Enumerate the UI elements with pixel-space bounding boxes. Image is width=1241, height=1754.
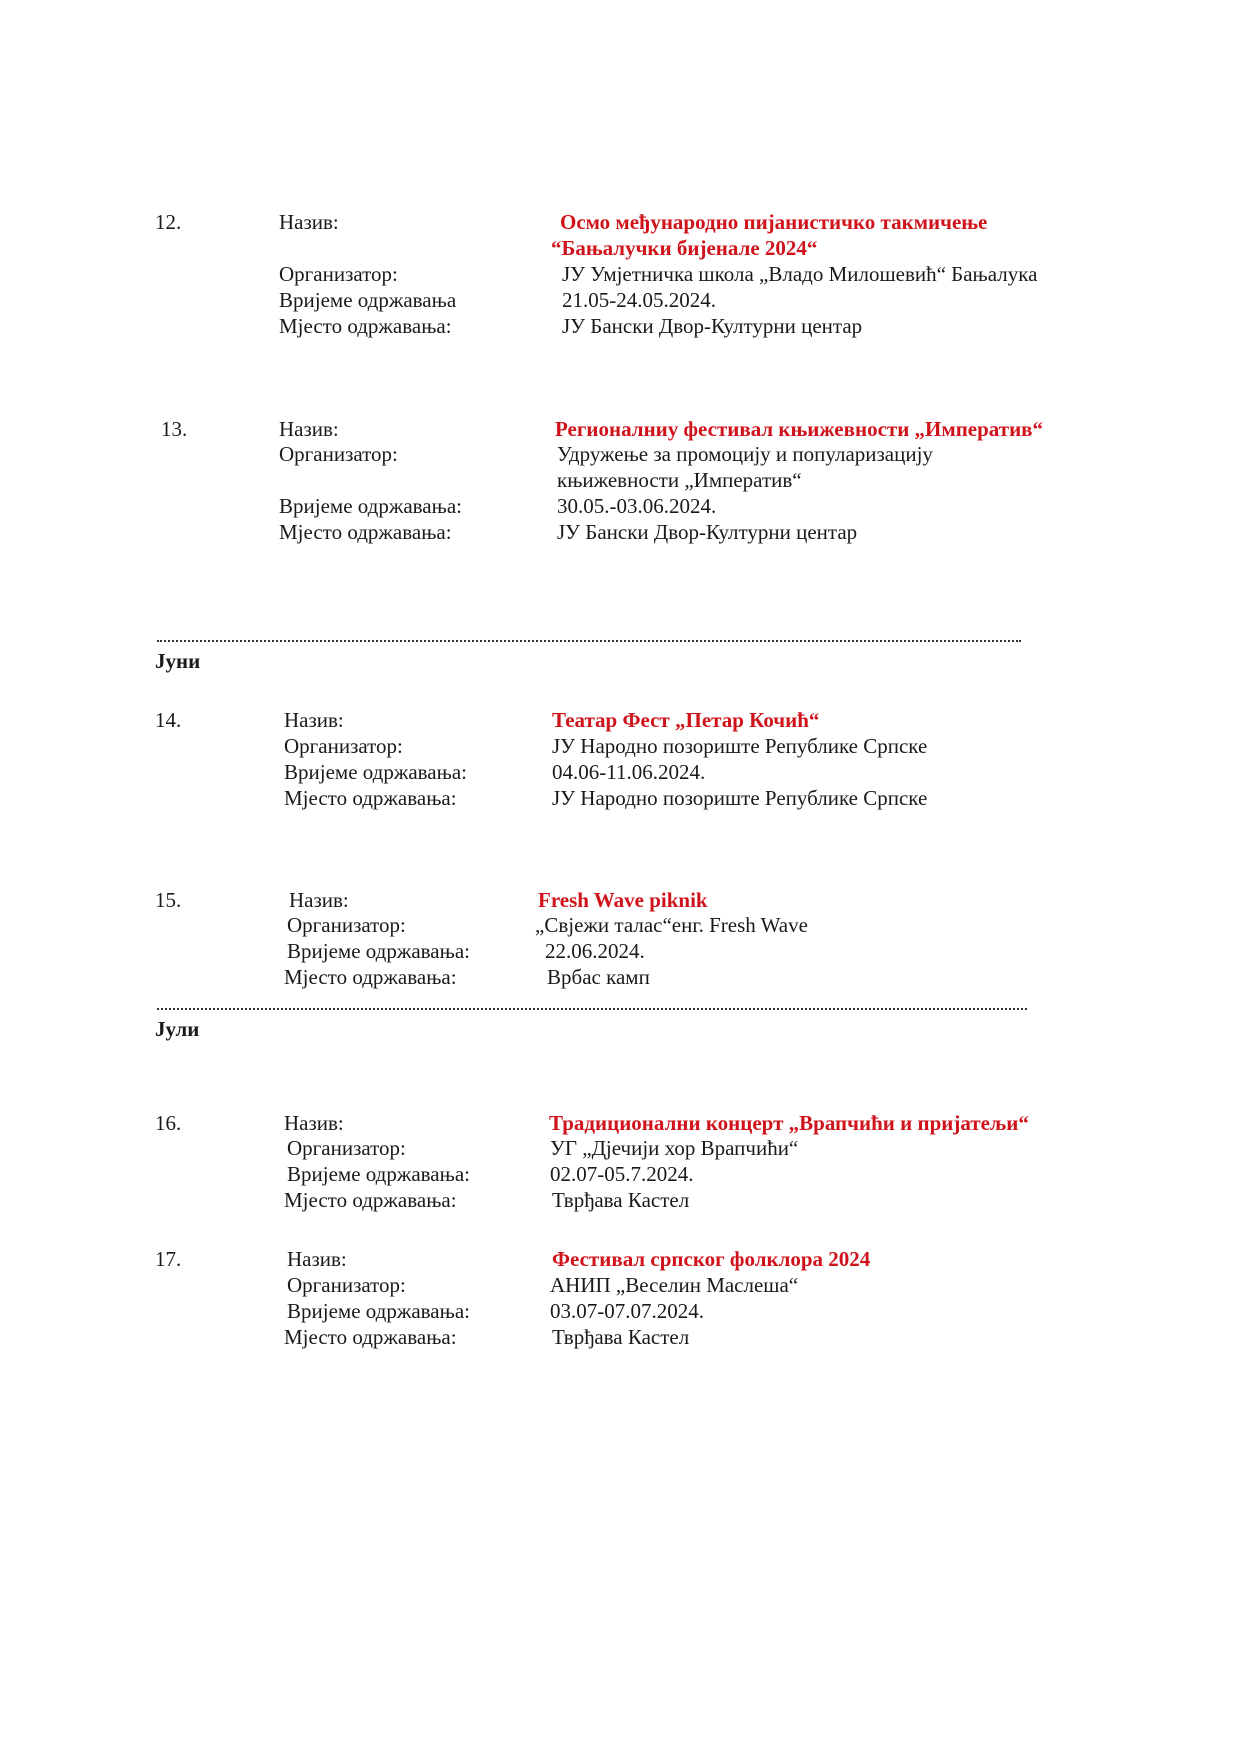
- label-name: Назив:: [284, 1111, 344, 1135]
- entry-number: 17.: [155, 1247, 182, 1271]
- label-organizer: Организатор:: [287, 1136, 406, 1160]
- entry-number: 14.: [155, 708, 182, 732]
- organizer-value-continued: књижевности „Императив“: [557, 468, 802, 492]
- label-time: Вријеме одржавања: [279, 288, 457, 312]
- organizer-value: УГ „Дјечији хор Врапчићи“: [550, 1136, 799, 1160]
- place-value: Тврђава Кастел: [552, 1325, 690, 1349]
- label-name: Назив:: [289, 888, 349, 912]
- event-title: Осмо међународно пијанистичко такмичење: [560, 210, 988, 234]
- label-name: Назив:: [284, 708, 344, 732]
- event-title: Fresh Wave piknik: [538, 888, 708, 912]
- place-value: Врбас камп: [547, 965, 650, 989]
- organizer-value: АНИП „Веселин Маслеша“: [550, 1273, 799, 1297]
- organizer-value: ЈУ Народно позориште Републике Српске: [552, 734, 928, 758]
- label-place: Мјесто одржавања:: [279, 314, 452, 338]
- section-heading-june: Јуни: [155, 649, 201, 673]
- place-value: Тврђава Кастел: [552, 1188, 690, 1212]
- label-time: Вријеме одржавања:: [279, 494, 462, 518]
- time-value: 22.06.2024.: [545, 939, 645, 963]
- label-place: Мјесто одржавања:: [284, 1188, 457, 1212]
- entry-number: 16.: [155, 1111, 182, 1135]
- time-value: 02.07-05.7.2024.: [550, 1162, 694, 1186]
- event-title: Фестивал српског фолклора 2024: [552, 1247, 871, 1271]
- event-title: Регионалниу фестивал књижевности „Императив“: [555, 417, 1044, 441]
- label-name: Назив:: [287, 1247, 347, 1271]
- label-place: Мјесто одржавања:: [284, 786, 457, 810]
- label-place: Мјесто одржавања:: [284, 965, 457, 989]
- organizer-value: ЈУ Умјетничка школа „Владо Милошевић“ Бањалука: [562, 262, 1038, 286]
- event-title: Традиционални концерт „Врапчићи и пријатељи“: [549, 1111, 1029, 1135]
- label-organizer: Организатор:: [279, 442, 398, 466]
- section-heading-july: Јули: [155, 1017, 200, 1041]
- label-name: Назив:: [279, 417, 339, 441]
- event-title-continued: “Бањалучки бијенале 2024“: [551, 236, 818, 260]
- dotted-divider: [157, 1008, 1027, 1010]
- label-time: Вријеме одржавања:: [287, 1162, 470, 1186]
- label-place: Мјесто одржавања:: [279, 520, 452, 544]
- label-time: Вријеме одржавања:: [284, 760, 467, 784]
- entry-number: 15.: [155, 888, 182, 912]
- label-organizer: Организатор:: [279, 262, 398, 286]
- dotted-divider: [157, 640, 1021, 642]
- label-place: Мјесто одржавања:: [284, 1325, 457, 1349]
- label-organizer: Организатор:: [287, 1273, 406, 1297]
- event-title: Театар Фест „Петар Кочић“: [552, 708, 820, 732]
- label-time: Вријеме одржавања:: [287, 1299, 470, 1323]
- place-value: ЈУ Народно позориште Републике Српске: [552, 786, 928, 810]
- label-name: Назив:: [279, 210, 339, 234]
- entry-number: 13.: [161, 417, 188, 441]
- time-value: 21.05-24.05.2024.: [562, 288, 716, 312]
- place-value: ЈУ Бански Двор-Културни центар: [557, 520, 858, 544]
- label-time: Вријеме одржавања:: [287, 939, 470, 963]
- entry-number: 12.: [155, 210, 182, 234]
- organizer-value: „Свјежи талас“енг. Fresh Wave: [535, 913, 808, 937]
- time-value: 30.05.-03.06.2024.: [557, 494, 717, 518]
- time-value: 03.07-07.07.2024.: [550, 1299, 704, 1323]
- organizer-value: Удружење за промоцију и популаризацију: [557, 442, 933, 466]
- label-organizer: Организатор:: [284, 734, 403, 758]
- time-value: 04.06-11.06.2024.: [552, 760, 706, 784]
- label-organizer: Организатор:: [287, 913, 406, 937]
- place-value: ЈУ Бански Двор-Културни центар: [562, 314, 863, 338]
